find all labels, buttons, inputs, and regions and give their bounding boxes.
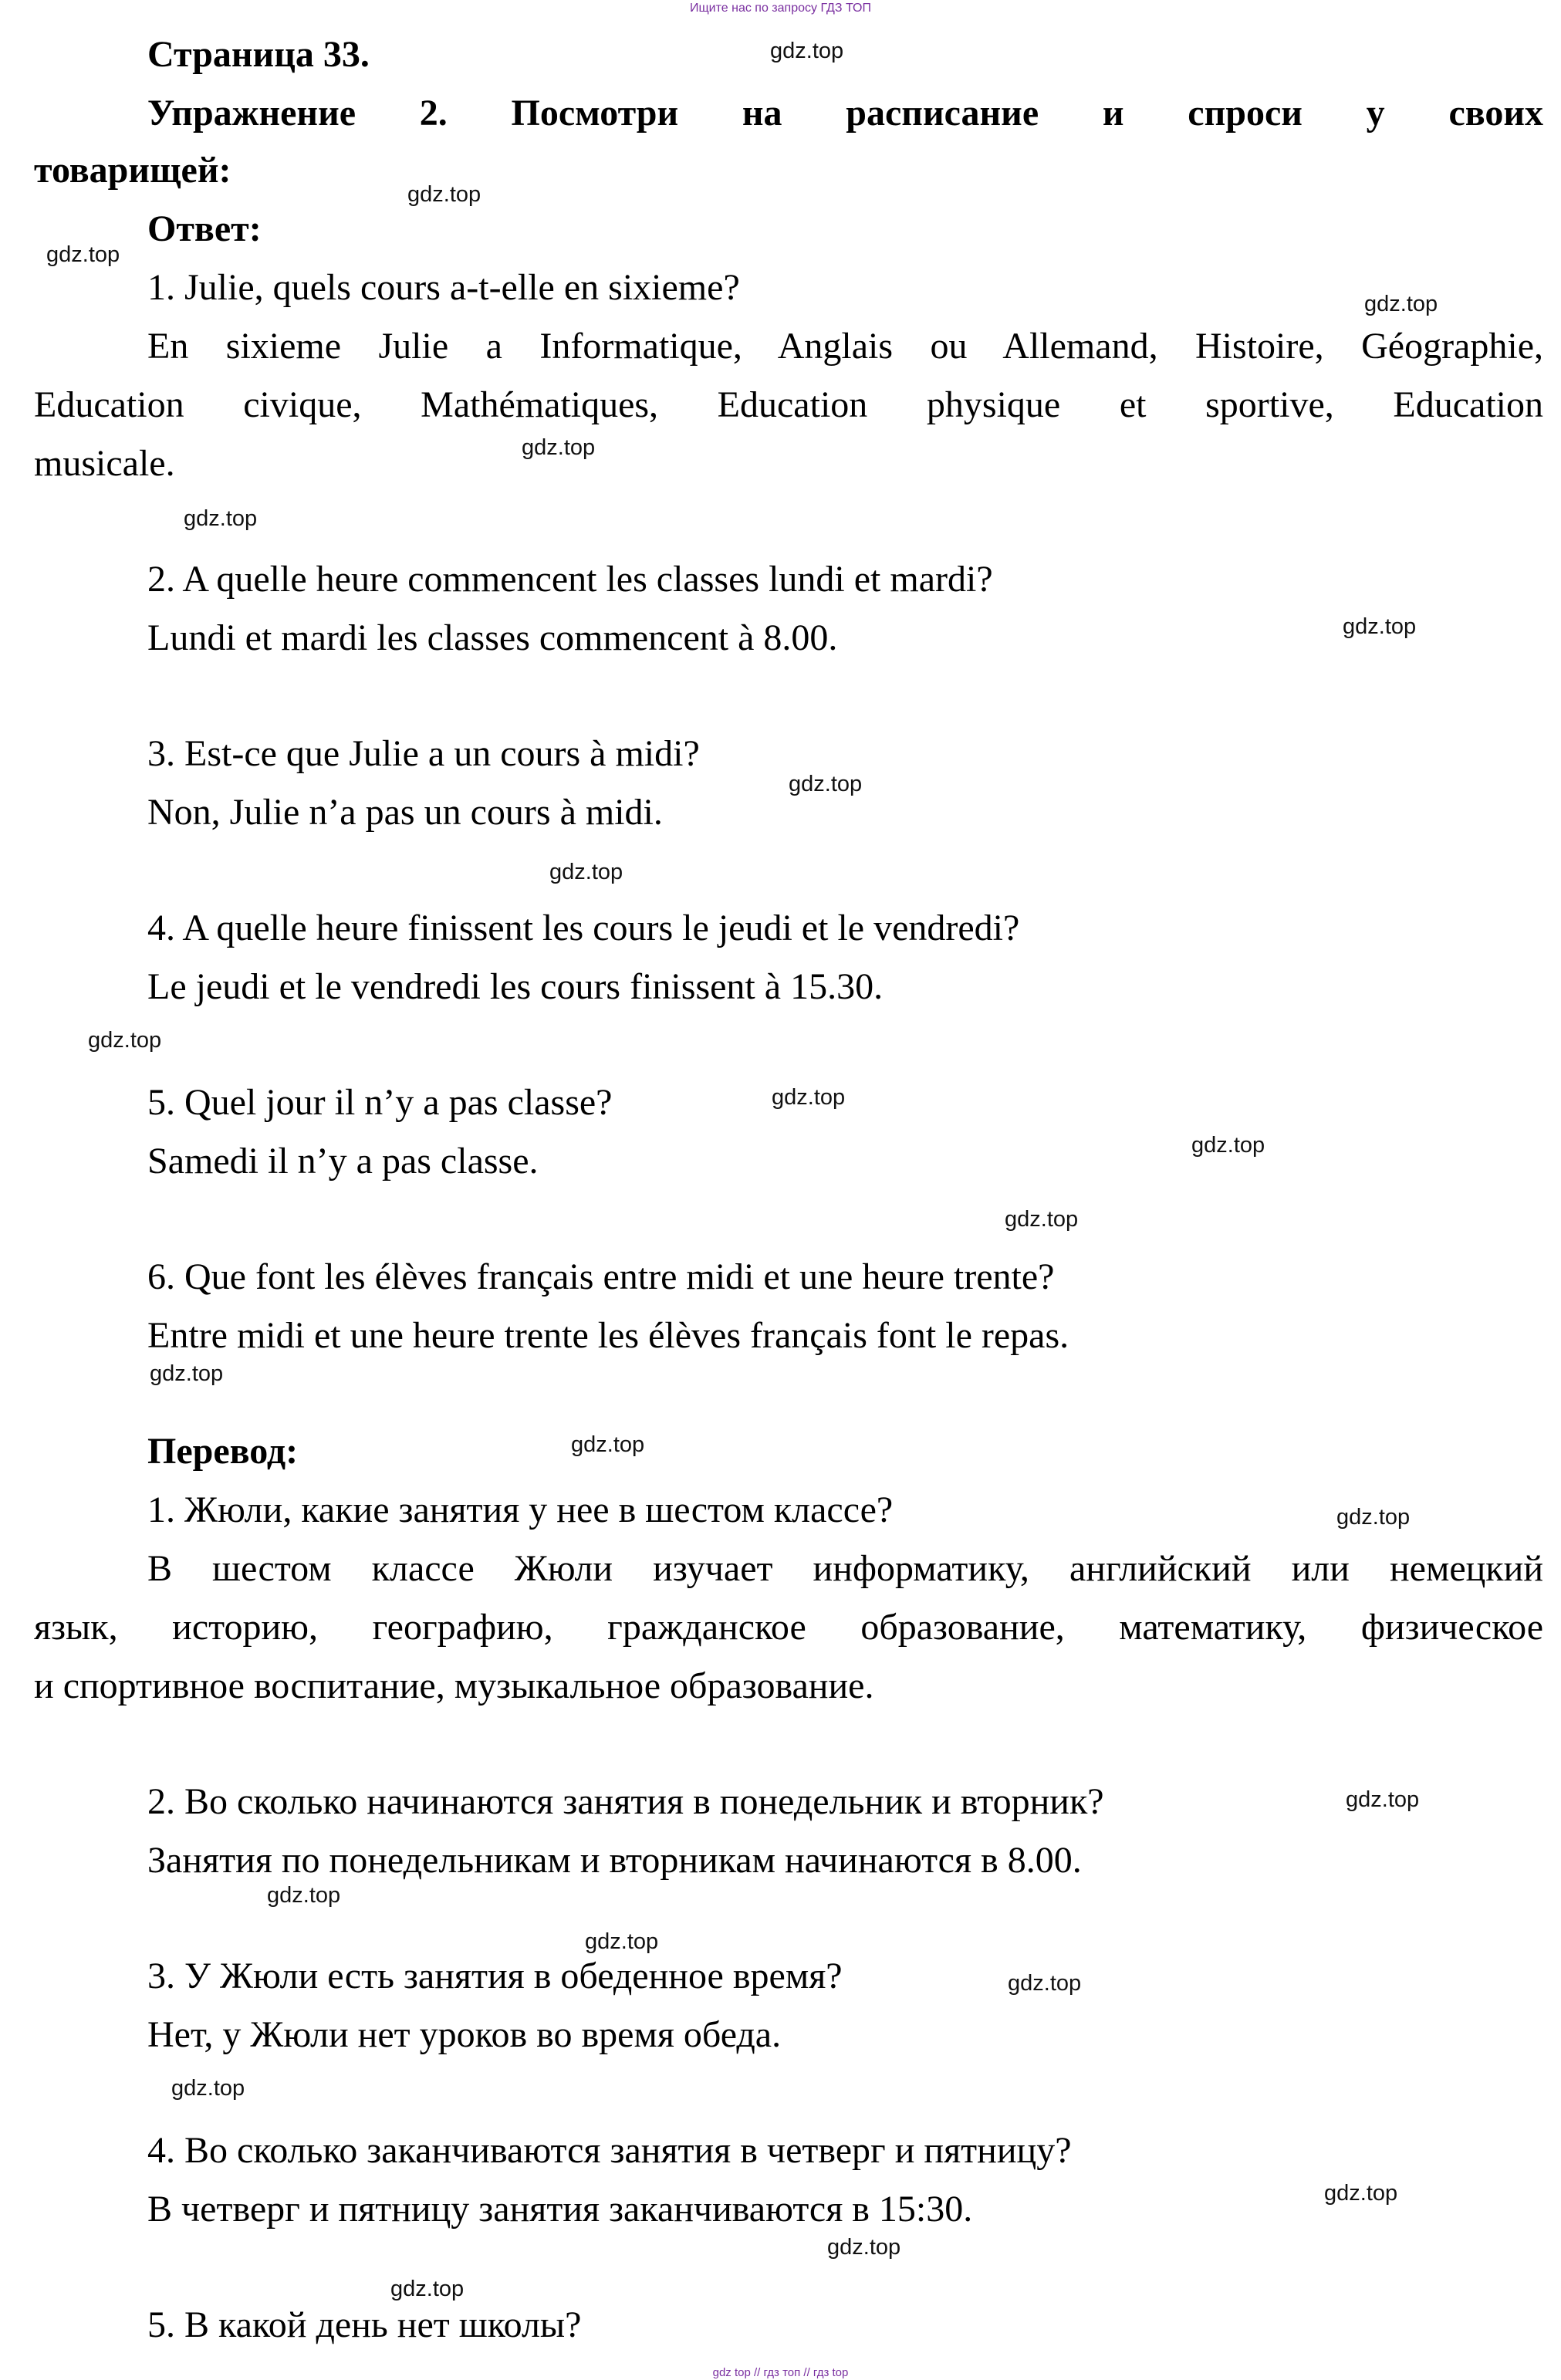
watermark: gdz.top <box>1191 1133 1265 1158</box>
watermark: gdz.top <box>1008 1971 1082 1996</box>
watermark: gdz.top <box>522 435 596 460</box>
answer-6: Entre midi et une heure trente les élèves français font le repas. <box>147 1315 1069 1356</box>
watermark: gdz.top <box>184 506 258 531</box>
translation-question-3: 3. У Жюли есть занятия в обеденное время? <box>147 1956 843 1996</box>
exercise-title-line1: Упражнение 2. Посмотри на расписание и спроси у своих <box>147 93 1543 134</box>
answer-5: Samedi il n’y a pas classe. <box>147 1141 539 1182</box>
watermark: gdz.top <box>407 182 481 207</box>
answer-2: Lundi et mardi les classes commencent à 8.00. <box>147 617 838 658</box>
top-banner[interactable]: Ищите нас по запросу ГДЗ ТОП <box>690 2 871 15</box>
watermark: gdz.top <box>1364 292 1438 316</box>
answer-question-4: 4. A quelle heure finissent les cours le jeudi et le vendredi? <box>147 908 1020 948</box>
watermark: gdz.top <box>267 1883 341 1908</box>
watermark: gdz.top <box>171 2076 245 2101</box>
watermark: gdz.top <box>1343 614 1417 639</box>
translation-question-5: 5. В какой день нет школы? <box>147 2304 582 2345</box>
watermark: gdz.top <box>88 1028 162 1053</box>
watermark: gdz.top <box>549 860 623 884</box>
watermark: gdz.top <box>390 2277 465 2301</box>
answer-3: Non, Julie n’a pas un cours à midi. <box>147 792 663 833</box>
answer-question-1: 1. Julie, quels cours a-t-elle en sixieme? <box>147 267 740 308</box>
translation-question-4: 4. Во сколько заканчиваются занятия в четверг и пятницу? <box>147 2130 1072 2171</box>
watermark: gdz.top <box>789 772 863 796</box>
watermark: gdz.top <box>571 1432 645 1457</box>
answer-1-line1: En sixieme Julie a Informatique, Anglais ou Allemand, Histoire, Géographie, <box>147 326 1543 367</box>
answer-question-6: 6. Que font les élèves français entre midi et une heure trente? <box>147 1256 1055 1297</box>
translation-1-line3: и спортивное воспитание, музыкальное образование. <box>34 1665 874 1706</box>
bottom-banner[interactable]: gdz top // гдз топ // гдз top <box>712 2366 849 2379</box>
watermark: gdz.top <box>585 1929 659 1954</box>
watermark: gdz.top <box>770 39 844 63</box>
answer-1-line2: Education civique, Mathématiques, Education physique et sportive, Education <box>34 384 1543 425</box>
exercise-title-line2: товарищей: <box>34 150 231 191</box>
answer-4: Le jeudi et le vendredi les cours finissent à 15.30. <box>147 966 884 1007</box>
watermark: gdz.top <box>1005 1207 1079 1232</box>
watermark: gdz.top <box>1336 1505 1411 1530</box>
page-number: Страница 33. <box>147 34 370 75</box>
translation-question-1: 1. Жюли, какие занятия у нее в шестом классе? <box>147 1489 894 1530</box>
answer-question-2: 2. A quelle heure commencent les classes lundi et mardi? <box>147 559 993 600</box>
watermark: gdz.top <box>1324 2181 1398 2206</box>
translation-question-2: 2. Во сколько начинаются занятия в понедельник и вторник? <box>147 1781 1104 1822</box>
watermark: gdz.top <box>827 2235 901 2260</box>
answer-label: Ответ: <box>147 208 262 249</box>
watermark: gdz.top <box>150 1361 224 1386</box>
translation-4: В четверг и пятницу занятия заканчиваются в 15:30. <box>147 2189 973 2230</box>
watermark: gdz.top <box>1346 1787 1420 1812</box>
translation-1-line1: В шестом классе Жюли изучает информатику, английский или немецкий <box>147 1548 1543 1589</box>
translation-3: Нет, у Жюли нет уроков во время обеда. <box>147 2014 782 2055</box>
translation-label: Перевод: <box>147 1431 299 1472</box>
watermark: gdz.top <box>46 242 120 267</box>
answer-question-3: 3. Est-ce que Julie a un cours à midi? <box>147 733 700 774</box>
translation-2: Занятия по понедельникам и вторникам начинаются в 8.00. <box>147 1840 1082 1881</box>
watermark: gdz.top <box>772 1085 846 1110</box>
answer-question-5: 5. Quel jour il n’y a pas classe? <box>147 1082 613 1123</box>
translation-1-line2: язык, историю, географию, гражданское образование, математику, физическое <box>34 1607 1543 1648</box>
answer-1-line3: musicale. <box>34 443 175 484</box>
